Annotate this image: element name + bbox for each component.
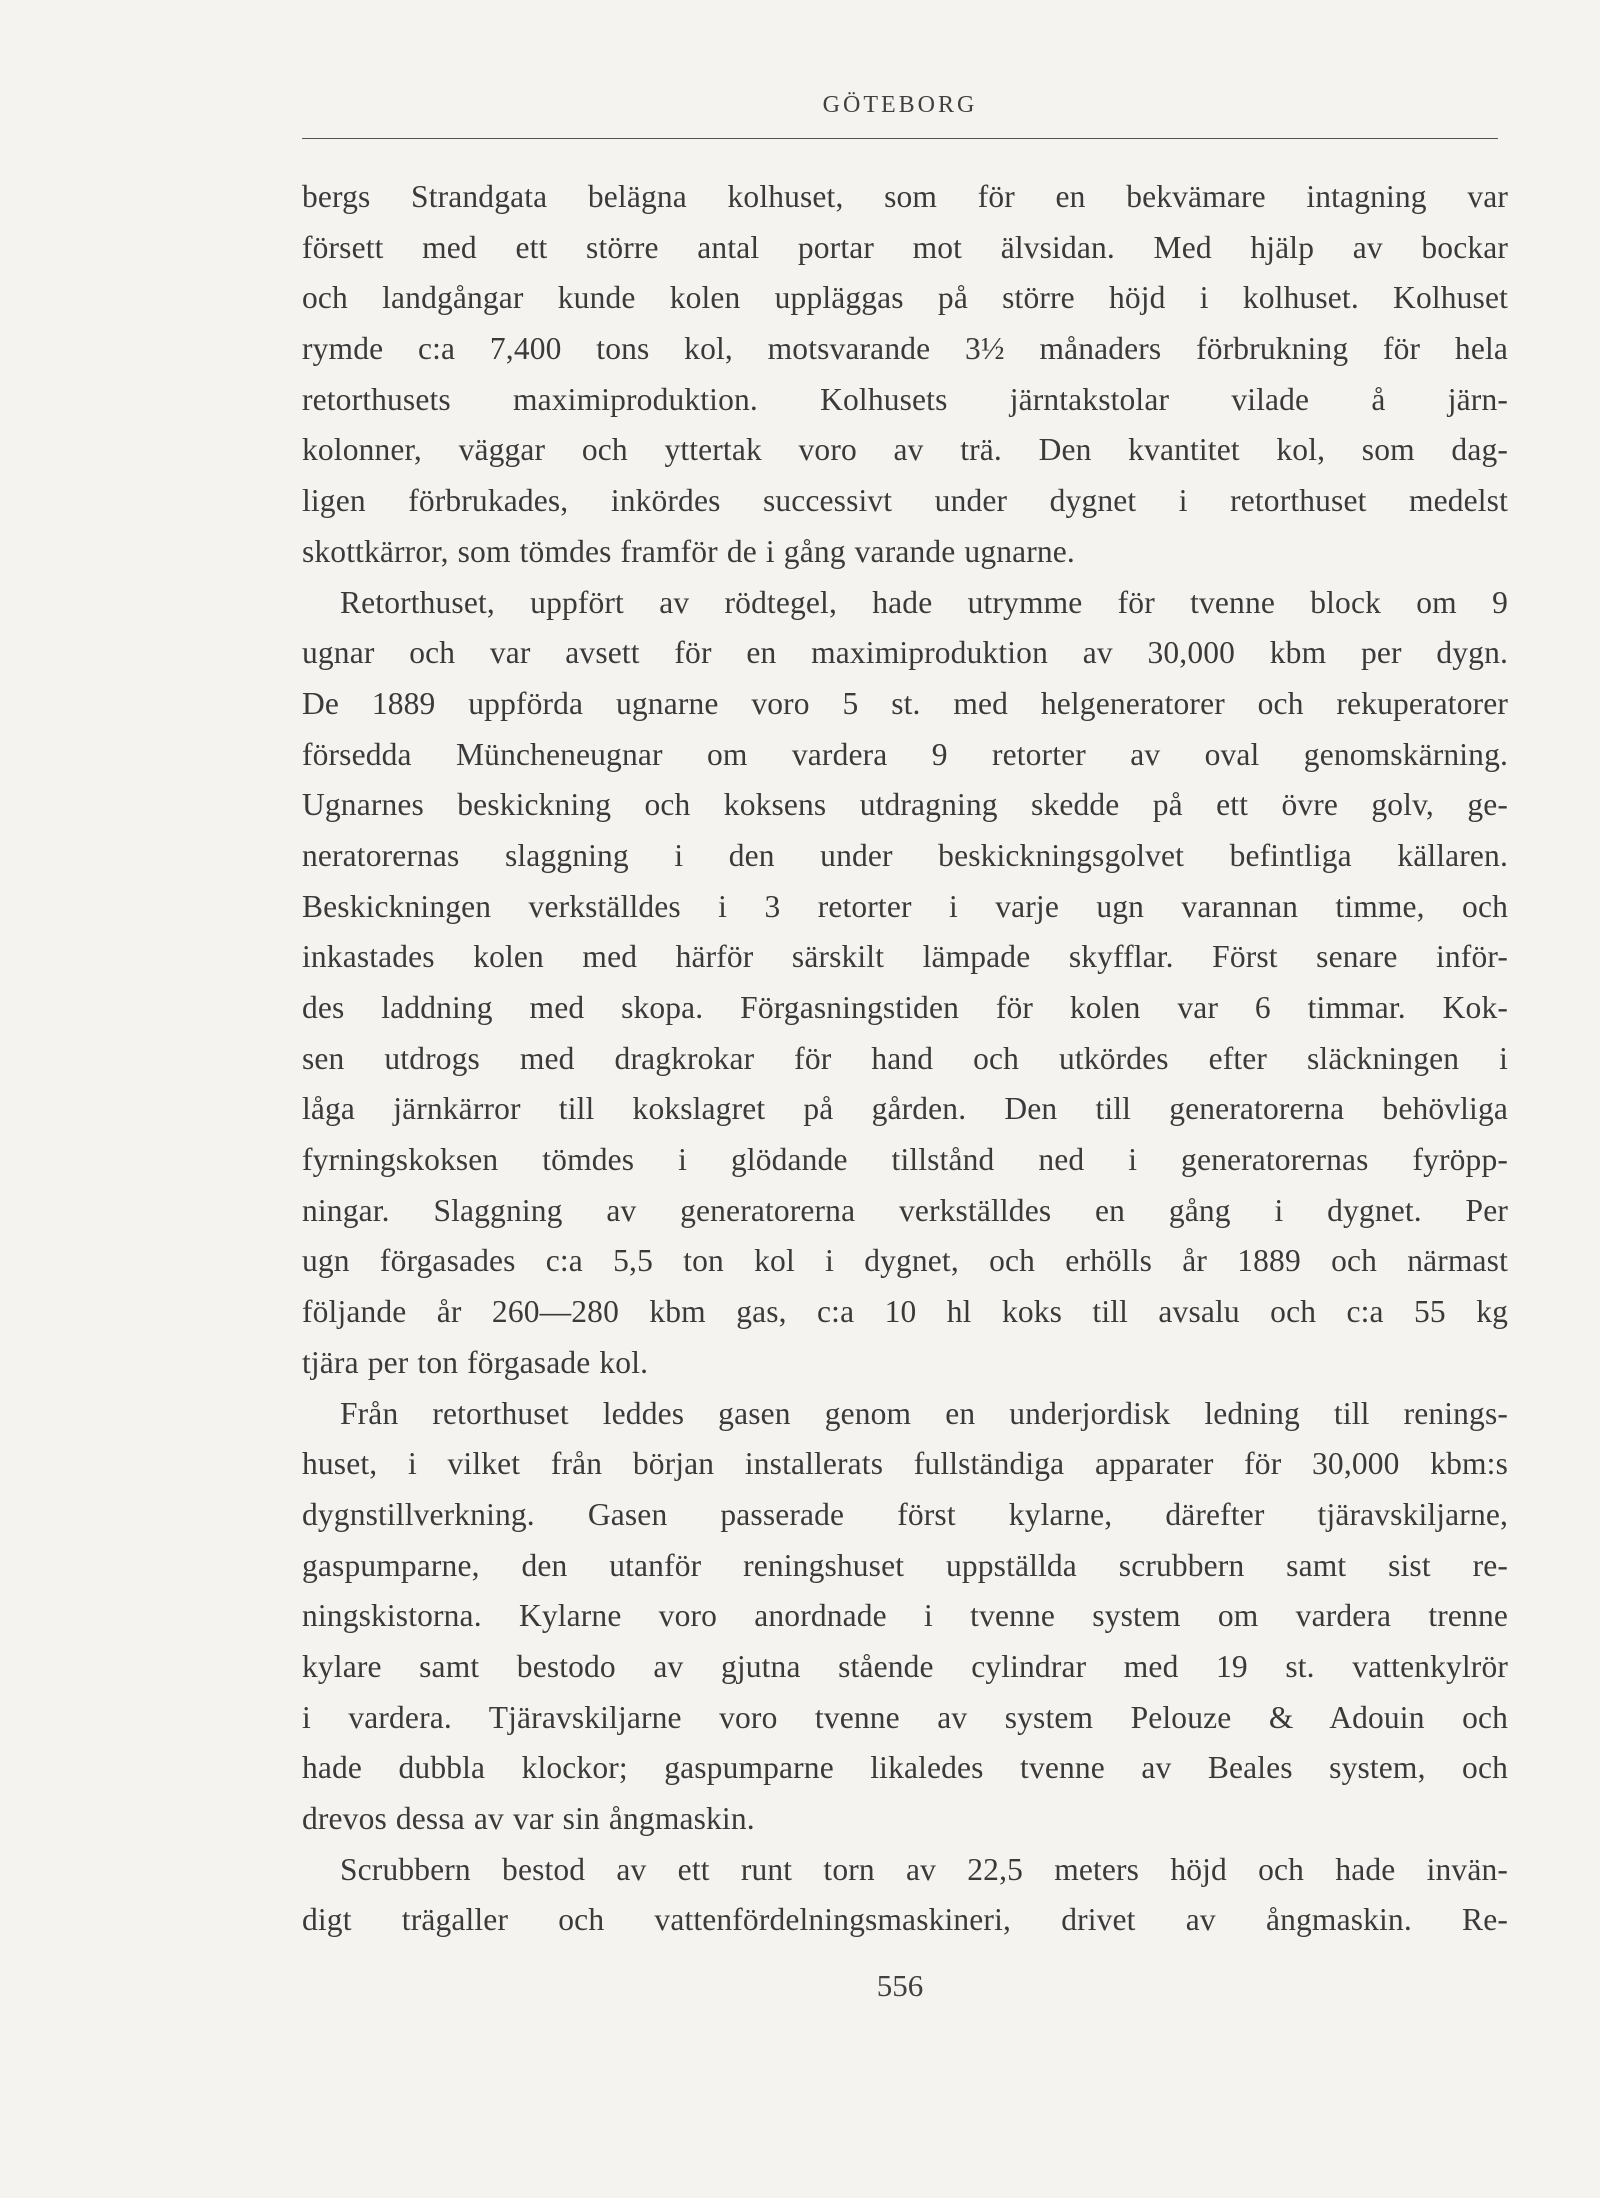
text-line: Ugnarnes beskickning och koksens utdragning skedde på ett övre golv, ge- [302, 787, 1508, 823]
text-line: Från retorthuset leddes gasen genom en underjordisk ledning till renings- [340, 1395, 1508, 1431]
text-line: låga järnkärror till kokslagret på gården. Den till generatorerna behövliga [302, 1091, 1508, 1127]
text-line: ligen förbrukades, inkördes successivt under dygnet i retorthuset medelst [302, 483, 1508, 519]
text-line: ugn förgasades c:a 5,5 ton kol i dygnet, och erhölls år 1889 och närmast [302, 1243, 1508, 1279]
text-line: skottkärror, som tömdes framför de i gång varande ugnarne. [302, 533, 1075, 569]
paragraph [302, 1389, 1508, 1845]
text-line: bergs Strandgata belägna kolhuset, som för en bekvämare intagning var [302, 179, 1508, 214]
page-number: 556 [876, 1968, 924, 2003]
text-line: Scrubbern bestod av ett runt torn av 22,5 meters höjd och hade invän- [340, 1851, 1508, 1887]
paragraph [302, 578, 1508, 1389]
text-line: tjära per ton förgasade kol. [302, 1344, 649, 1380]
text-line: ningar. Slaggning av generatorerna verkställdes en gång i dygnet. Per [302, 1192, 1508, 1228]
text-line: gaspumparne, den utanför reningshuset uppställda scrubbern samt sist re- [302, 1547, 1508, 1583]
paragraph [302, 1845, 1508, 1946]
text-line: i vardera. Tjäravskiljarne voro tvenne av system Pelouze & Adouin och [302, 1699, 1508, 1735]
text-line: hade dubbla klockor; gaspumparne likaledes tvenne av Beales system, och [302, 1750, 1508, 1786]
paragraph [302, 172, 1508, 578]
text-line: sen utdrogs med dragkrokar för hand och utkördes efter släckningen i [302, 1040, 1508, 1076]
body-text [302, 172, 1508, 1946]
text-line: De 1889 uppförda ugnarne voro 5 st. med helgeneratorer och rekuperatorer [302, 685, 1508, 721]
text-line: Beskickningen verkställdes i 3 retorter i varje ugn varannan timme, och [302, 888, 1508, 924]
text-line: huset, i vilket från början installerats fullständiga apparater för 30,000 kbm:s [302, 1446, 1508, 1482]
text-line: följande år 260—280 kbm gas, c:a 10 hl koks till avsalu och c:a 55 kg [302, 1294, 1508, 1330]
text-line: ugnar och var avsett för en maximiproduktion av 30,000 kbm per dygn. [302, 635, 1508, 671]
text-line: rymde c:a 7,400 tons kol, motsvarande 3½ månaders förbrukning för hela [302, 331, 1508, 367]
text-line: försett med ett större antal portar mot älvsidan. Med hjälp av bockar [302, 229, 1508, 265]
text-line: neratorernas slaggning i den under beskickningsgolvet befintliga källaren. [302, 837, 1508, 873]
text-line: och landgångar kunde kolen uppläggas på större höjd i kolhuset. Kolhuset [302, 280, 1508, 316]
text-line: retorthusets maximiproduktion. Kolhusets järntakstolar vilade å järn- [302, 381, 1508, 417]
text-line: drevos dessa av var sin ångmaskin. [302, 1801, 755, 1836]
text-line: des laddning med skopa. Förgasningstiden för kolen var 6 timmar. Kok- [302, 990, 1508, 1025]
text-line: Retorthuset, uppfört av rödtegel, hade utrymme för tvenne block om 9 [340, 584, 1508, 620]
text-line: dygnstillverkning. Gasen passerade först kylarne, därefter tjäravskiljarne, [302, 1496, 1508, 1532]
header-rule [302, 138, 1498, 139]
text-line: kylare samt bestodo av gjutna stående cylindrar med 19 st. vattenkylrör [302, 1648, 1508, 1684]
text-line: inkastades kolen med härför särskilt lämpade skyfflar. Först senare inför- [302, 939, 1508, 975]
running-head: GÖTEBORG [822, 92, 978, 118]
text-line: ningskistorna. Kylarne voro anordnade i tvenne system om vardera trenne [302, 1598, 1508, 1634]
text-line: digt trägaller och vattenfördelningsmaskineri, drivet av ångmaskin. Re- [302, 1902, 1508, 1938]
text-line: kolonner, väggar och yttertak voro av trä. Den kvantitet kol, som dag- [302, 432, 1508, 468]
text-line: försedda Müncheneugnar om vardera 9 retorter av oval genomskärning. [302, 736, 1508, 772]
text-line: fyrningskoksen tömdes i glödande tillstånd ned i generatorernas fyröpp- [302, 1142, 1508, 1178]
